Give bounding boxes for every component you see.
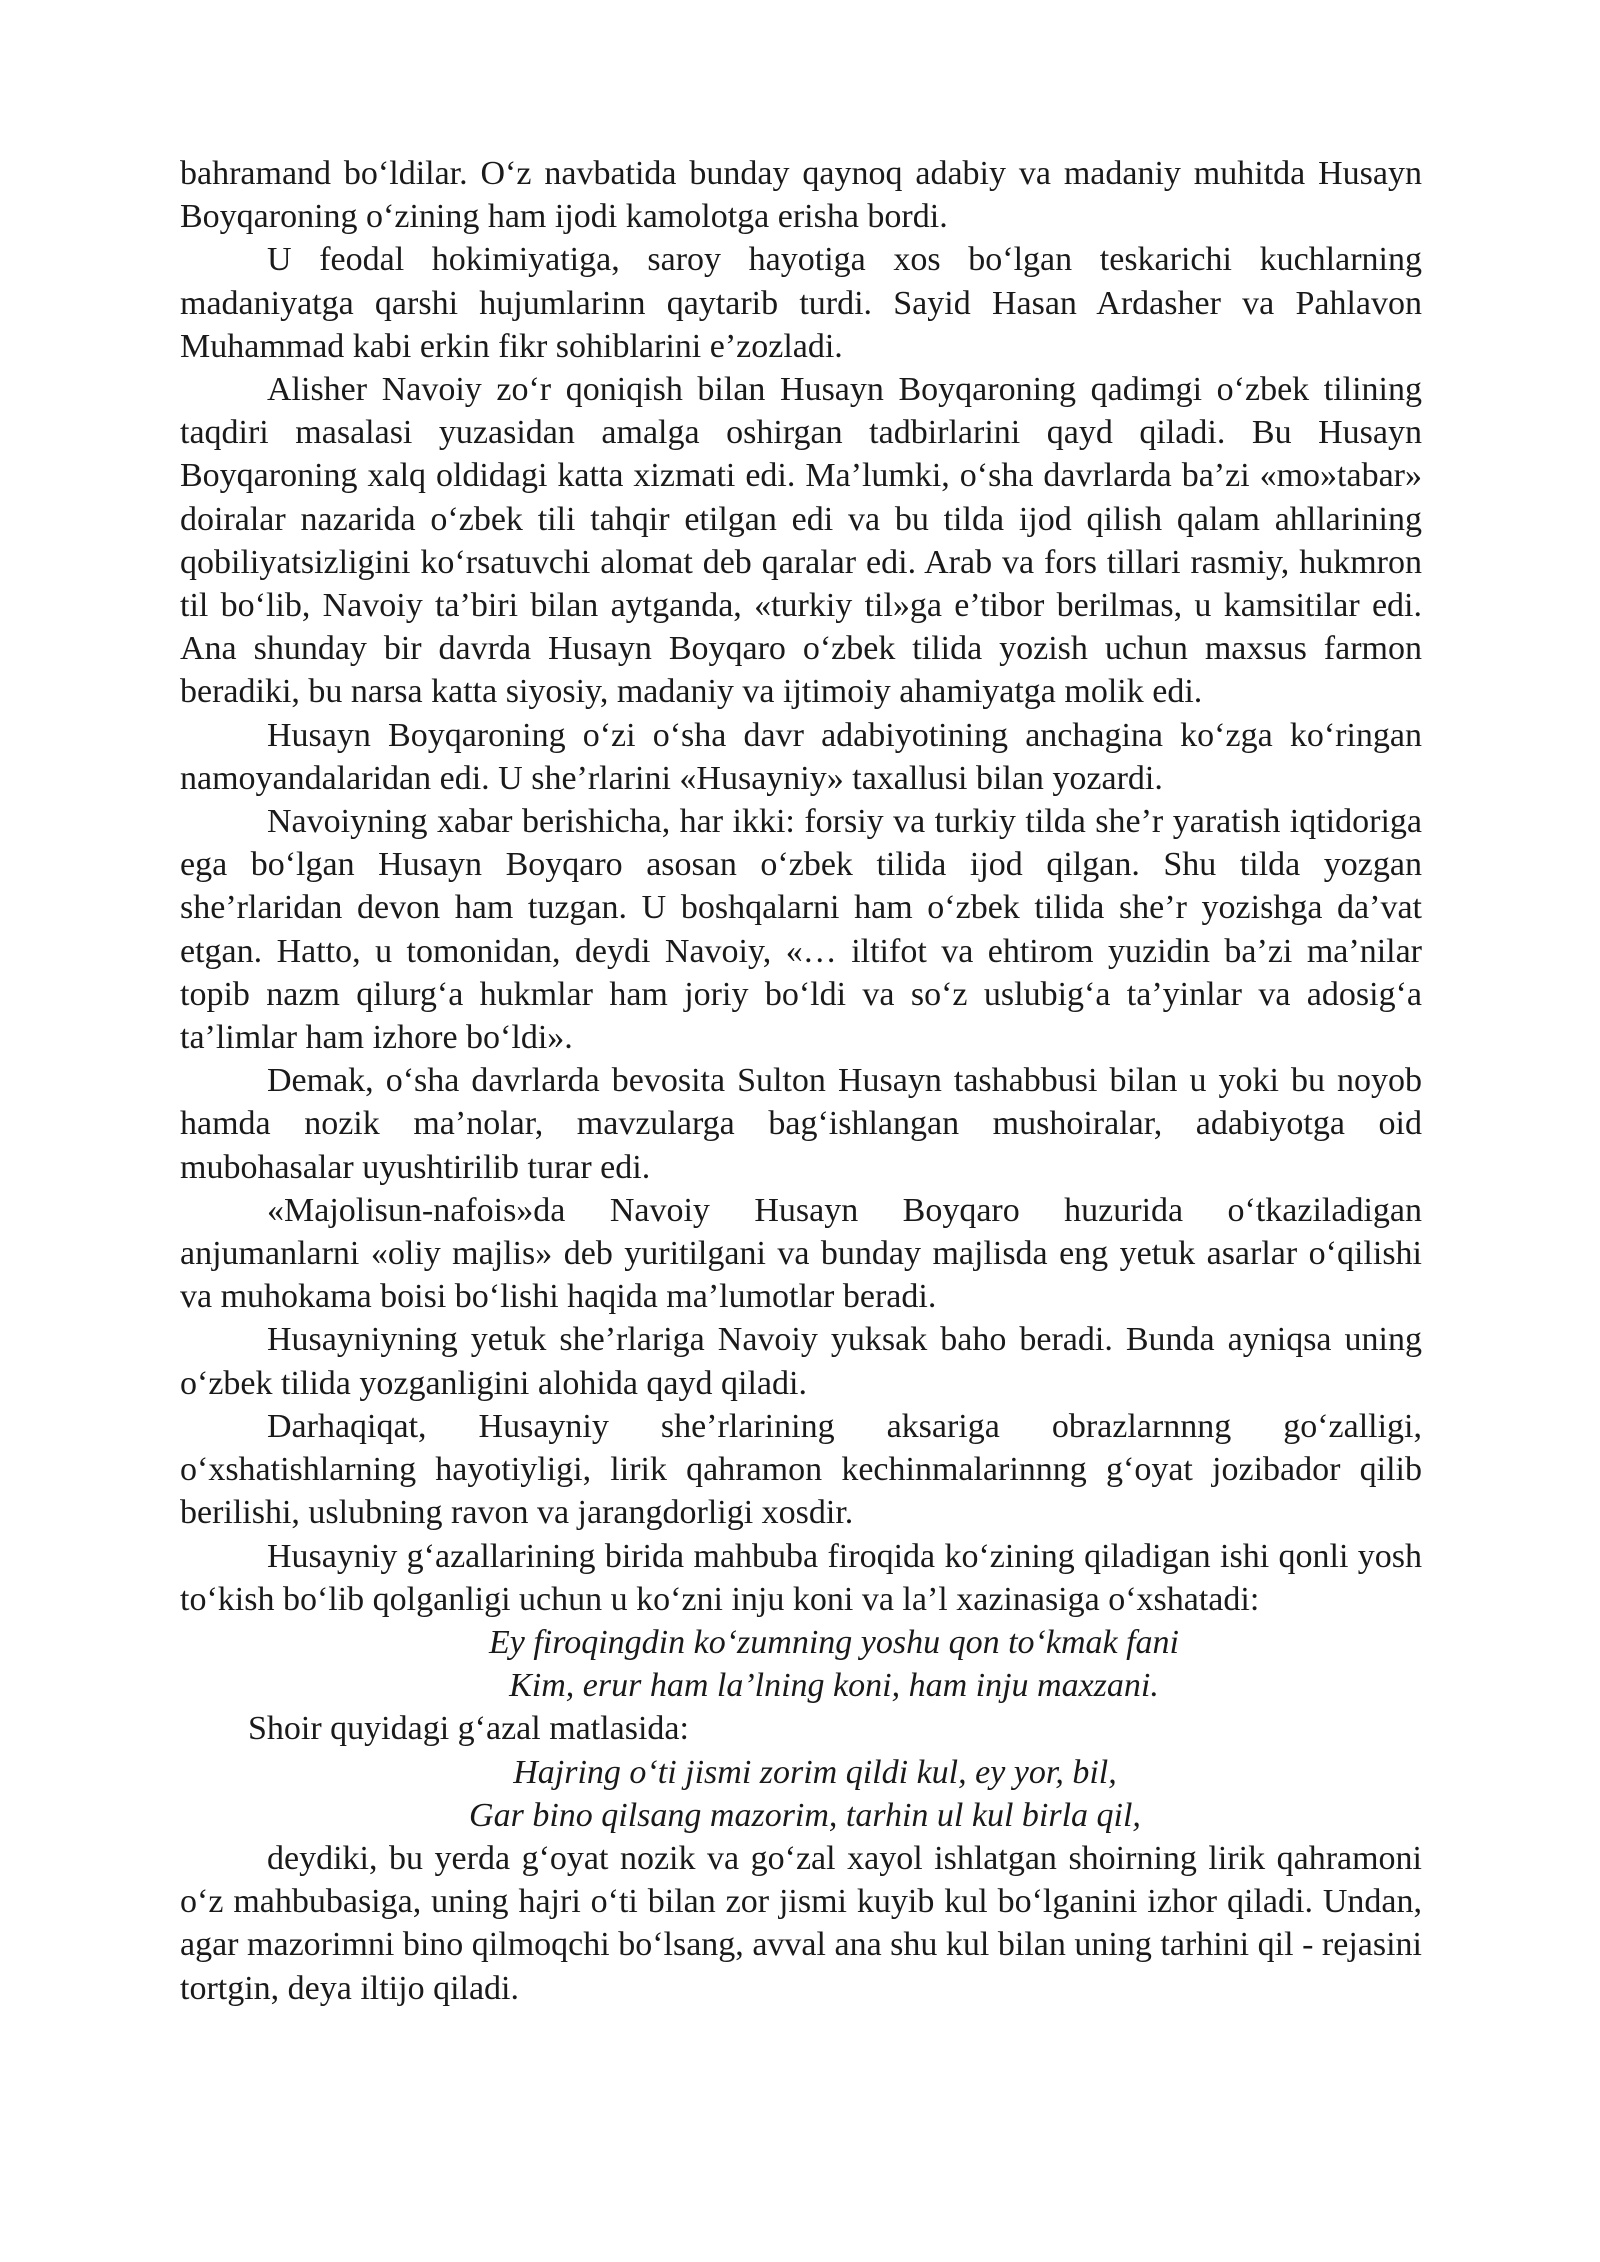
paragraph: Navoiyning xabar berishicha, har ikki: forsiy va turkiy tilda she’r yaratish iqtidoriga ega bo‘lgan Husayn Boyqaro asosan o‘zbek tilida ijod qilgan. Shu tilda yozgan she’rlaridan devon ham tuzgan. U boshqalarni ham o‘zbek tilida she’r yozishga da’vat etgan. Hatto, u tomonidan, deydi Navoiy, «… iltifot va ehtirom yuzidin ba’zi ma’nilar topib nazm qilurg‘a hukmlar ham joriy bo‘ldi va so‘z uslubig‘a ta’yinlar va adosig‘a ta’limlar ham izhore bo‘ldi». bbox=[180, 803, 1422, 1057]
paragraph: «Majolisun-nafois»da Navoiy Husayn Boyqaro huzurida o‘tkaziladigan anjumanlarni «oliy majlis» deb yuritilgani va bunday majlisda eng yetuk asarlar o‘qilishi va muhokama boisi bo‘lishi haqida ma’lumotlar beradi. bbox=[180, 1191, 1422, 1316]
paragraph: Husayn Boyqaroning o‘zi o‘sha davr adabiyotining anchagina ko‘zga ko‘ringan namoyandalaridan edi. U she’rlarini «Husayniy» taxallusi bilan yozardi. bbox=[180, 716, 1422, 797]
paragraph: Alisher Navoiy zo‘r qoniqish bilan Husayn Boyqaroning qadimgi o‘zbek tilining taqdiri masalasi yuzasidan amalga oshirgan tadbirlarini qayd qiladi. Bu Husayn Boyqaroning xalq oldidagi katta xizmati edi. Ma’lumki, o‘sha davrlarda ba’zi «mo»tabar» doiralar nazarida o‘zbek tili tahqir etilgan edi va bu tilda ijod qilish qalam ahllarining qobiliyatsizligini ko‘rsatuvchi alomat deb qaralar edi. Arab va fors tillari rasmiy, hukmron til bo‘lib, Navoiy ta’biri bilan aytganda, «turkiy til»ga e’tibor berilmas, u kamsitilar edi. Ana shunday bir davrda Husayn Boyqaro o‘zbek tilida yozish uchun maxsus farmon beradiki, bu narsa katta siyosiy, madaniy va ijtimoiy ahamiyatga molik edi. bbox=[180, 371, 1422, 711]
paragraph: Demak, o‘sha davrlarda bevosita Sulton Husayn tashabbusi bilan u yoki bu noyob hamda nozik ma’nolar, mavzularga bag‘ishlangan mushoiralar, adabiyotga oid mubohasalar uyushtirilib turar edi. bbox=[180, 1062, 1422, 1186]
paragraph: Husayniyning yetuk she’rlariga Navoiy yuksak baho beradi. Bunda ayniqsa uning o‘zbek tilida yozganligini alohida qayd qiladi. bbox=[180, 1321, 1422, 1402]
paragraph-closing: deydiki, bu yerda g‘oyat nozik va go‘zal xayol ishlatgan shoirning lirik qahramoni o‘z mahbubasiga, uning hajri o‘ti bilan zor jismi kuyib kul bo‘lganini izhor qiladi. Undan, agar mazorimni bino qilmoqchi bo‘lsang, avval ana shu kul bilan uning tarhini qil - rejasini tortgin, deya iltijo qiladi. bbox=[180, 1839, 1422, 2007]
verse-line: Ey firoqingdin ko‘zumning yoshu qon to‘kmak fani bbox=[489, 1623, 1179, 1661]
paragraph: Darhaqiqat, Husayniy she’rlarining aksariga obrazlarnnng go‘zalligi, o‘xshatishlarning hayotiyligi, lirik qahramon kechinmalarinnng g‘oyat jozibador qilib berilishi, uslubning ravon va jarangdorligi xosdir. bbox=[180, 1407, 1422, 1532]
paragraph-continuation: bahramand bo‘ldilar. O‘z navbatida bunday qaynoq adabiy va madaniy muhitda Husayn Boyqaroning o‘zining ham ijodi kamolotga erisha bordi. bbox=[180, 155, 1422, 236]
verse-block bbox=[180, 1621, 1422, 1707]
verse-line: Hajring o‘ti jismi zorim qildi kul, ey yor, bil, bbox=[513, 1753, 1117, 1791]
verse-intro: Shoir quyidagi g‘azal matlasida: bbox=[248, 1710, 689, 1748]
paragraph: U feodal hokimiyatiga, saroy hayotiga xos bo‘lgan teskarichi kuchlarning madaniyatga qarshi hujumlarinn qaytarib turdi. Sayid Hasan Ardasher va Pahlavon Muhammad kabi erkin fikr sohiblarini e’zozladi. bbox=[180, 241, 1422, 365]
verse-block bbox=[180, 1751, 1422, 1837]
verse-line: Gar bino qilsang mazorim, tarhin ul kul birla qil, bbox=[469, 1796, 1141, 1834]
verse-line: Kim, erur ham la’lning koni, ham inju maxzani. bbox=[509, 1667, 1159, 1705]
document-page bbox=[180, 152, 1422, 2010]
paragraph: Husayniy g‘azallarining birida mahbuba firoqida ko‘zining qiladigan ishi qonli yosh to‘kish bo‘lib qolganligi uchun u ko‘zni inju koni va la’l xazinasiga o‘xshatadi: bbox=[180, 1537, 1422, 1618]
